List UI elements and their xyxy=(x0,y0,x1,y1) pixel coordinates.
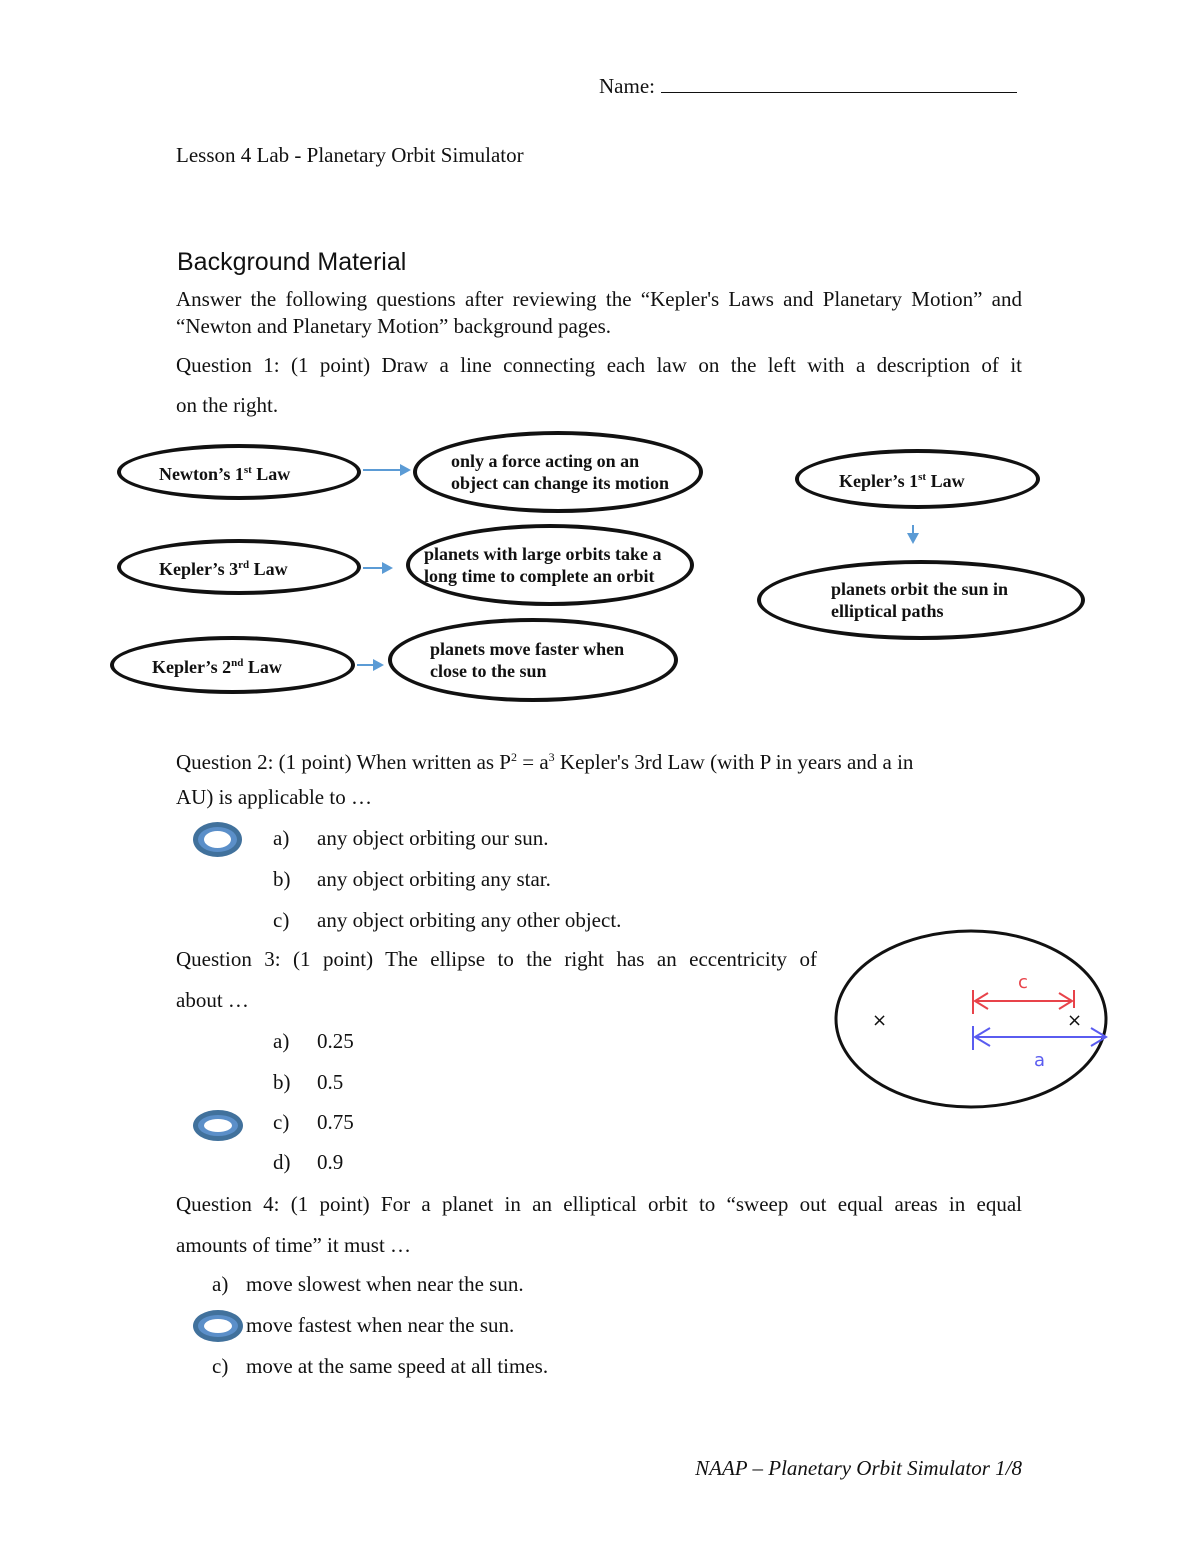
name-label: Name: xyxy=(599,74,655,98)
q2-option-b-letter: b) xyxy=(273,867,291,891)
q4-option-a-text[interactable]: move slowest when near the sun. xyxy=(246,1272,524,1296)
elliptical-description-text: planets orbit the sun in elliptical paths xyxy=(831,579,1009,621)
kepler-3rd-law-oval[interactable] xyxy=(117,539,361,595)
right-focus-mark: × xyxy=(1067,1010,1083,1031)
ellipse-diagram xyxy=(832,926,1114,1112)
q3-option-b-text[interactable]: 0.5 xyxy=(317,1070,344,1094)
intro-paragraph: Answer the following questions after reviewing the “Kepler's Laws and Planetary Motion” and “Newton and Planetary Motion” background pages. xyxy=(176,287,1022,338)
q3-option-d-text[interactable]: 0.9 xyxy=(317,1150,344,1174)
faster-description-oval[interactable] xyxy=(388,618,678,702)
q2-option-c-text[interactable]: any object orbiting any other object. xyxy=(317,908,622,932)
q3-option-d-letter: d) xyxy=(273,1150,291,1174)
q4-option-a-letter: a) xyxy=(212,1272,229,1296)
kepler-1st-law-oval[interactable] xyxy=(795,449,1040,509)
large-orbits-description-oval[interactable] xyxy=(406,524,694,606)
connector-arrow-kepler1 xyxy=(912,525,914,542)
kepler-2nd-law-oval[interactable] xyxy=(110,636,355,694)
q4-option-c-letter: c) xyxy=(212,1354,229,1378)
name-field xyxy=(599,72,1017,99)
q2-prompt-line1: Question 2: (1 point) When written as $P^2 = a^3$ Kepler's 3rd Law (with P in years and a in xyxy=(176,750,914,774)
force-description-oval[interactable] xyxy=(413,431,703,513)
page-footer: NAAP – Planetary Orbit Simulator 1/8 xyxy=(695,1456,1022,1480)
q3-option-a-text[interactable]: 0.25 xyxy=(317,1029,354,1053)
a-label: a xyxy=(1034,1050,1046,1071)
q2-prompt-line2: AU) is applicable to … xyxy=(176,785,372,809)
q3-option-c-letter: c) xyxy=(273,1110,290,1134)
section-heading: Background Material xyxy=(177,248,407,276)
q3-prompt-line2: about … xyxy=(176,988,249,1012)
q4-prompt-line2: amounts of time” it must … xyxy=(176,1233,412,1257)
force-description-text: only a force acting on an object can change its motion xyxy=(451,451,669,493)
connector-arrow-newton1 xyxy=(363,469,409,471)
q3-option-a-letter: a) xyxy=(273,1029,290,1053)
q2-answer-mark[interactable] xyxy=(193,822,242,857)
kepler-2nd-law-label: Kepler’s 2nd Law xyxy=(152,657,282,677)
q3-answer-mark[interactable] xyxy=(193,1110,243,1141)
kepler-3rd-law-label: Kepler’s 3rd Law xyxy=(159,559,288,579)
q3-option-c-text[interactable]: 0.75 xyxy=(317,1110,354,1134)
q1-prompt-line1: Question 1: (1 point) Draw a line connecting each law on the left with a description of it xyxy=(176,353,1022,377)
q4-option-c-text[interactable]: move at the same speed at all times. xyxy=(246,1354,549,1378)
newton-1st-law-oval[interactable] xyxy=(117,444,361,500)
q2-option-a-letter: a) xyxy=(273,826,290,850)
c-label: c xyxy=(1018,972,1028,993)
q4-answer-mark[interactable] xyxy=(193,1310,243,1342)
q3-option-b-letter: b) xyxy=(273,1070,291,1094)
faster-description-text: planets move faster when close to the sun xyxy=(430,639,625,681)
connector-arrow-kepler3 xyxy=(363,567,391,569)
left-focus-mark: × xyxy=(872,1010,888,1031)
lesson-title: Lesson 4 Lab - Planetary Orbit Simulator xyxy=(176,143,524,167)
q2-option-c-letter: c) xyxy=(273,908,290,932)
elliptical-description-oval[interactable] xyxy=(757,560,1085,640)
large-orbits-description-text: planets with large orbits take a long time to complete an orbit xyxy=(424,544,662,586)
q3-prompt-line1: Question 3: (1 point) The ellipse to the right has an eccentricity of xyxy=(176,947,817,971)
connector-arrow-kepler2 xyxy=(357,664,382,666)
c-measurement xyxy=(973,972,1074,1014)
name-blank-line[interactable] xyxy=(661,72,1017,93)
q2-option-a-text[interactable]: any object orbiting our sun. xyxy=(317,826,549,850)
newton-1st-law-label: Newton’s 1st Law xyxy=(159,464,291,484)
q4-prompt-line1: Question 4: (1 point) For a planet in an elliptical orbit to “sweep out equal areas in equal xyxy=(176,1192,1022,1216)
kepler-1st-law-label: Kepler’s 1st Law xyxy=(839,471,965,491)
q4-option-b-text[interactable]: move fastest when near the sun. xyxy=(246,1313,515,1337)
q2-option-b-text[interactable]: any object orbiting any star. xyxy=(317,867,551,891)
q1-prompt-line2: on the right. xyxy=(176,393,279,417)
